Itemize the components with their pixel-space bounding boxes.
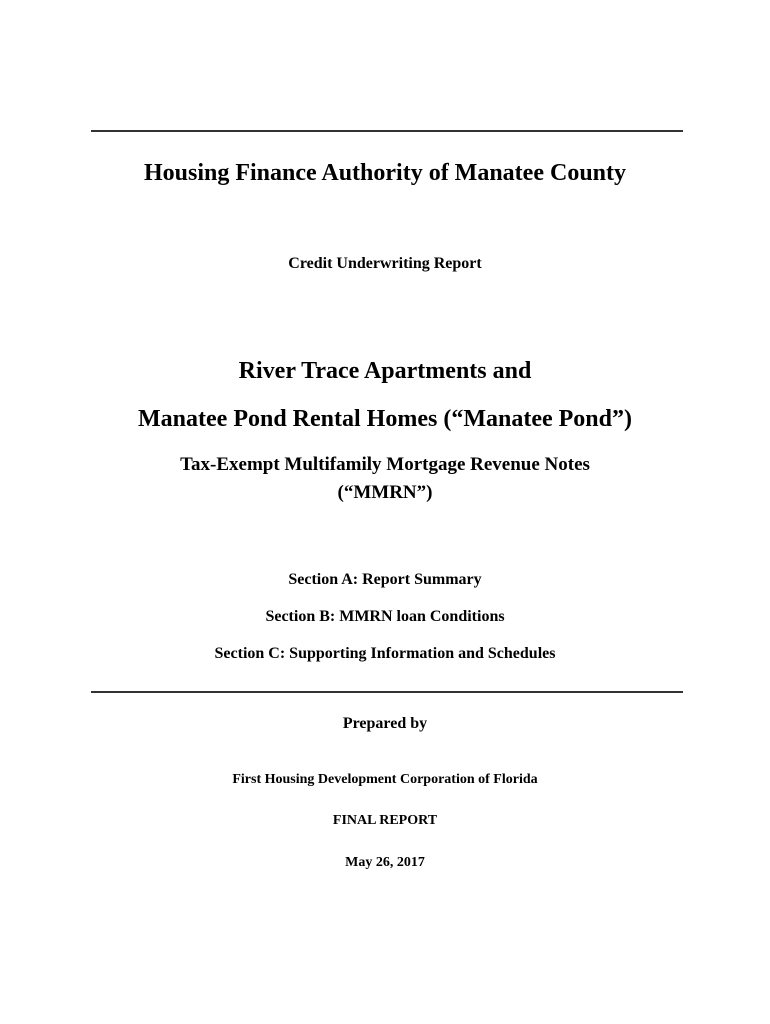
section-a: Section A: Report Summary	[288, 571, 482, 588]
project-title-line-2: Manatee Pond Rental Homes (“Manatee Pond”)	[138, 406, 632, 432]
section-c: Section C: Supporting Information and Schedules	[214, 645, 556, 662]
prepared-by-label: Prepared by	[342, 715, 428, 732]
top-divider	[91, 130, 683, 132]
notes-title-line-2: (“MMRN”)	[337, 482, 433, 503]
notes-title-line-1: Tax-Exempt Multifamily Mortgage Revenue Notes	[180, 454, 590, 475]
report-status: FINAL REPORT	[332, 813, 438, 828]
report-type: Credit Underwriting Report	[288, 255, 482, 272]
bottom-divider	[91, 691, 683, 693]
section-b: Section B: MMRN loan Conditions	[265, 608, 505, 625]
report-date: May 26, 2017	[345, 855, 425, 870]
preparer-name: First Housing Development Corporation of Florida	[232, 772, 538, 787]
project-title-line-1: River Trace Apartments and	[238, 358, 532, 384]
authority-title: Housing Finance Authority of Manatee County	[143, 160, 626, 186]
